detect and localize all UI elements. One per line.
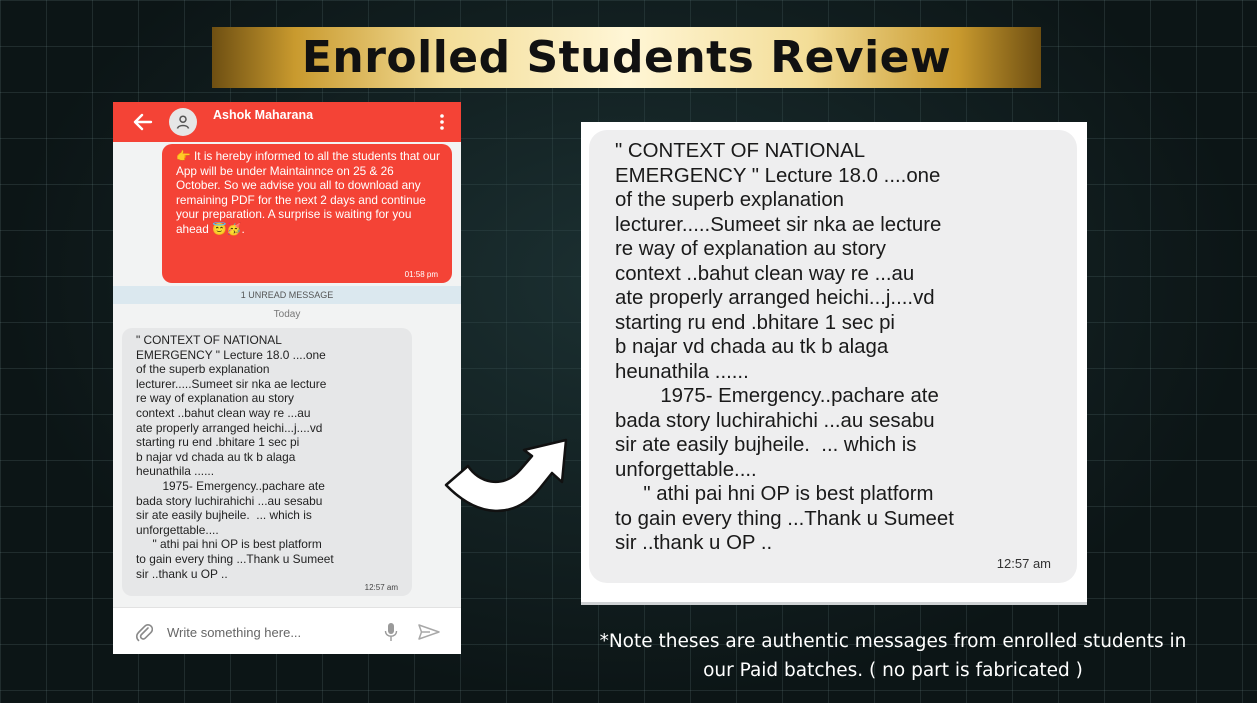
kebab-menu-icon[interactable]: [437, 112, 447, 132]
divider: [581, 602, 1087, 605]
zoomed-message-bubble: [589, 130, 1077, 583]
authenticity-note: *Note theses are authentic messages from enrolled students in our Paid batches. ( no part is fabricated ): [599, 631, 1187, 681]
announcement-body: It is hereby informed to all the students that our App will be under Maintainnce on 25 & 26 October. So we advise you all to download any remaining PDF for the next 2 days and continue your preparation. A surprise is waiting for you ahead 😇🥳.: [176, 149, 440, 236]
chat-header: [113, 102, 461, 142]
announcement-message: [162, 144, 452, 283]
pointing-hand-emoji: 👉: [176, 149, 191, 163]
message-time: 01:58 pm: [404, 270, 438, 279]
paperclip-icon[interactable]: [135, 622, 153, 642]
day-label: Today: [273, 309, 301, 320]
contact-name: Ashok Maharana: [213, 108, 314, 122]
zoomed-message-time: 12:57 am: [996, 556, 1051, 571]
message-input[interactable]: [165, 620, 369, 644]
review-message: [122, 328, 412, 596]
curved-arrow-icon: [440, 430, 580, 525]
send-icon[interactable]: [418, 624, 440, 640]
zoomed-review: [581, 122, 1087, 605]
review-text: " CONTEXT OF NATIONAL EMERGENCY " Lecture 18.0 ....one of the superb explanation lecturer.....Sumeet sir nka ae lecture re way of explanation au story context ..bahut clean way re ...au ate properly arranged heichi...j....vd starting ru end .bhitare 1 sec pi b najar vd chada au tk b alaga heunathila ...... 1975- Emergency..pachare ate bada story luchirahichi ...au sesabu sir ate easily bujheile. ... which is unforgettable.... " athi pai hni OP is best platform to gain every thing ...Thank u Sumeet sir ..thank u OP ..: [136, 333, 334, 581]
avatar[interactable]: [169, 108, 197, 136]
banner-title: Enrolled Students Review: [301, 32, 952, 83]
zoomed-review-text: " CONTEXT OF NATIONAL EMERGENCY " Lecture 18.0 ....one of the superb explanation lecturer.....Sumeet sir nka ae lecture re way of explanation au story context ..bahut clean way re ...au ate properly arranged heichi...j....vd starting ru end .bhitare 1 sec pi b najar vd chada au tk b alaga heunathila ...... 1975- Emergency..pachare ate bada story luchirahichi ...au sesabu sir ate easily bujheile. ... which is unforgettable.... " athi pai hni OP is best platform to gain every thing ...Thank u Sumeet sir ..thank u OP ..: [615, 140, 954, 554]
unread-divider: 1 UNREAD MESSAGE: [113, 286, 461, 304]
announcement-text: [176, 149, 441, 237]
message-composer: [113, 607, 461, 654]
title-banner: [212, 27, 1041, 88]
message-time: 12:57 am: [364, 583, 398, 592]
chat-screenshot: [113, 102, 461, 654]
microphone-icon[interactable]: [384, 622, 398, 642]
arrow-left-icon[interactable]: [133, 112, 153, 132]
user-icon: [175, 114, 191, 130]
